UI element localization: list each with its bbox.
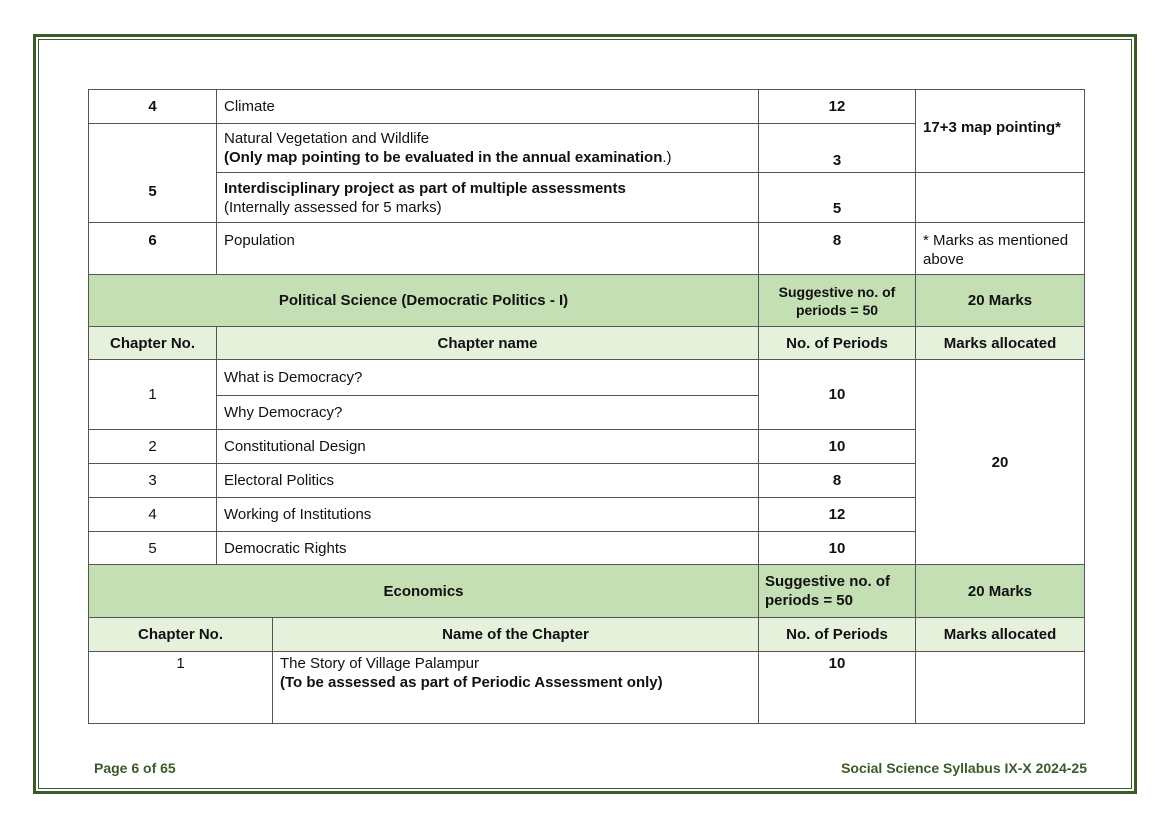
header-periods: No. of Periods bbox=[759, 618, 916, 652]
periods: 8 bbox=[759, 223, 916, 275]
chapter-name-block bbox=[217, 124, 759, 173]
section-title: Political Science (Democratic Politics - I) bbox=[89, 275, 759, 327]
chapter-note: (To be assessed as part of Periodic Assessment only) bbox=[280, 674, 663, 691]
header-marks: Marks allocated bbox=[916, 327, 1085, 360]
periods: 10 bbox=[759, 430, 916, 464]
chapter-name: Natural Vegetation and Wildlife bbox=[224, 130, 430, 147]
marks-note: * Marks as mentioned above bbox=[916, 223, 1085, 275]
periods: 5 bbox=[759, 173, 916, 223]
chapter-no: 3 bbox=[89, 464, 217, 498]
chapter-name-block bbox=[217, 173, 759, 223]
chapter-note: (Only map pointing to be evaluated in the annual examination bbox=[224, 149, 663, 166]
periods: 12 bbox=[759, 90, 916, 124]
periods: 3 bbox=[759, 124, 916, 173]
chapter-name: Electoral Politics bbox=[217, 464, 759, 498]
total-marks: 20 Marks bbox=[916, 275, 1085, 327]
marks-allocated: 20 bbox=[916, 360, 1085, 565]
periods: 8 bbox=[759, 464, 916, 498]
chapter-name: Interdisciplinary project as part of multiple assessments bbox=[224, 179, 626, 197]
political-science-table bbox=[88, 274, 1085, 565]
marks-allocated bbox=[916, 173, 1085, 223]
periods: 10 bbox=[759, 360, 916, 430]
geography-table bbox=[88, 89, 1085, 275]
chapter-name: The Story of Village Palampur bbox=[280, 655, 479, 672]
suggestive-periods: Suggestive no. of periods = 50 bbox=[759, 565, 916, 618]
marks-allocated bbox=[916, 652, 1085, 724]
chapter-note: (Internally assessed for 5 marks) bbox=[224, 198, 442, 216]
chapter-note-tail: .) bbox=[662, 149, 672, 166]
chapter-name: Constitutional Design bbox=[217, 430, 759, 464]
chapter-name: Democratic Rights bbox=[217, 532, 759, 565]
total-marks: 20 Marks bbox=[916, 565, 1085, 618]
header-chapter-name: Chapter name bbox=[217, 327, 759, 360]
chapter-name: Climate bbox=[217, 90, 759, 124]
header-chapter-name: Name of the Chapter bbox=[273, 618, 759, 652]
chapter-no: 5 bbox=[89, 532, 217, 565]
chapter-no: 5 bbox=[89, 124, 217, 223]
header-chapter-no: Chapter No. bbox=[89, 618, 273, 652]
page-number: Page 6 of 65 bbox=[94, 760, 176, 776]
chapter-no: 1 bbox=[89, 360, 217, 430]
header-marks: Marks allocated bbox=[916, 618, 1085, 652]
chapter-name: Working of Institutions bbox=[217, 498, 759, 532]
chapter-no: 4 bbox=[89, 90, 217, 124]
marks-allocated: 17+3 map pointing* bbox=[916, 90, 1085, 173]
suggestive-periods: Suggestive no. of periods = 50 bbox=[759, 275, 916, 327]
economics-table bbox=[88, 564, 1085, 724]
periods: 12 bbox=[759, 498, 916, 532]
document-title: Social Science Syllabus IX-X 2024-25 bbox=[841, 760, 1087, 776]
chapter-no: 4 bbox=[89, 498, 217, 532]
periods: 10 bbox=[759, 652, 916, 724]
chapter-no: 6 bbox=[89, 223, 217, 275]
chapter-no: 2 bbox=[89, 430, 217, 464]
header-periods: No. of Periods bbox=[759, 327, 916, 360]
chapter-name: Why Democracy? bbox=[217, 396, 759, 430]
header-chapter-no: Chapter No. bbox=[89, 327, 217, 360]
chapter-name: What is Democracy? bbox=[217, 360, 759, 396]
section-title: Economics bbox=[89, 565, 759, 618]
chapter-name: Population bbox=[217, 223, 759, 275]
chapter-name-block bbox=[273, 652, 759, 724]
chapter-no: 1 bbox=[89, 652, 273, 724]
periods: 10 bbox=[759, 532, 916, 565]
